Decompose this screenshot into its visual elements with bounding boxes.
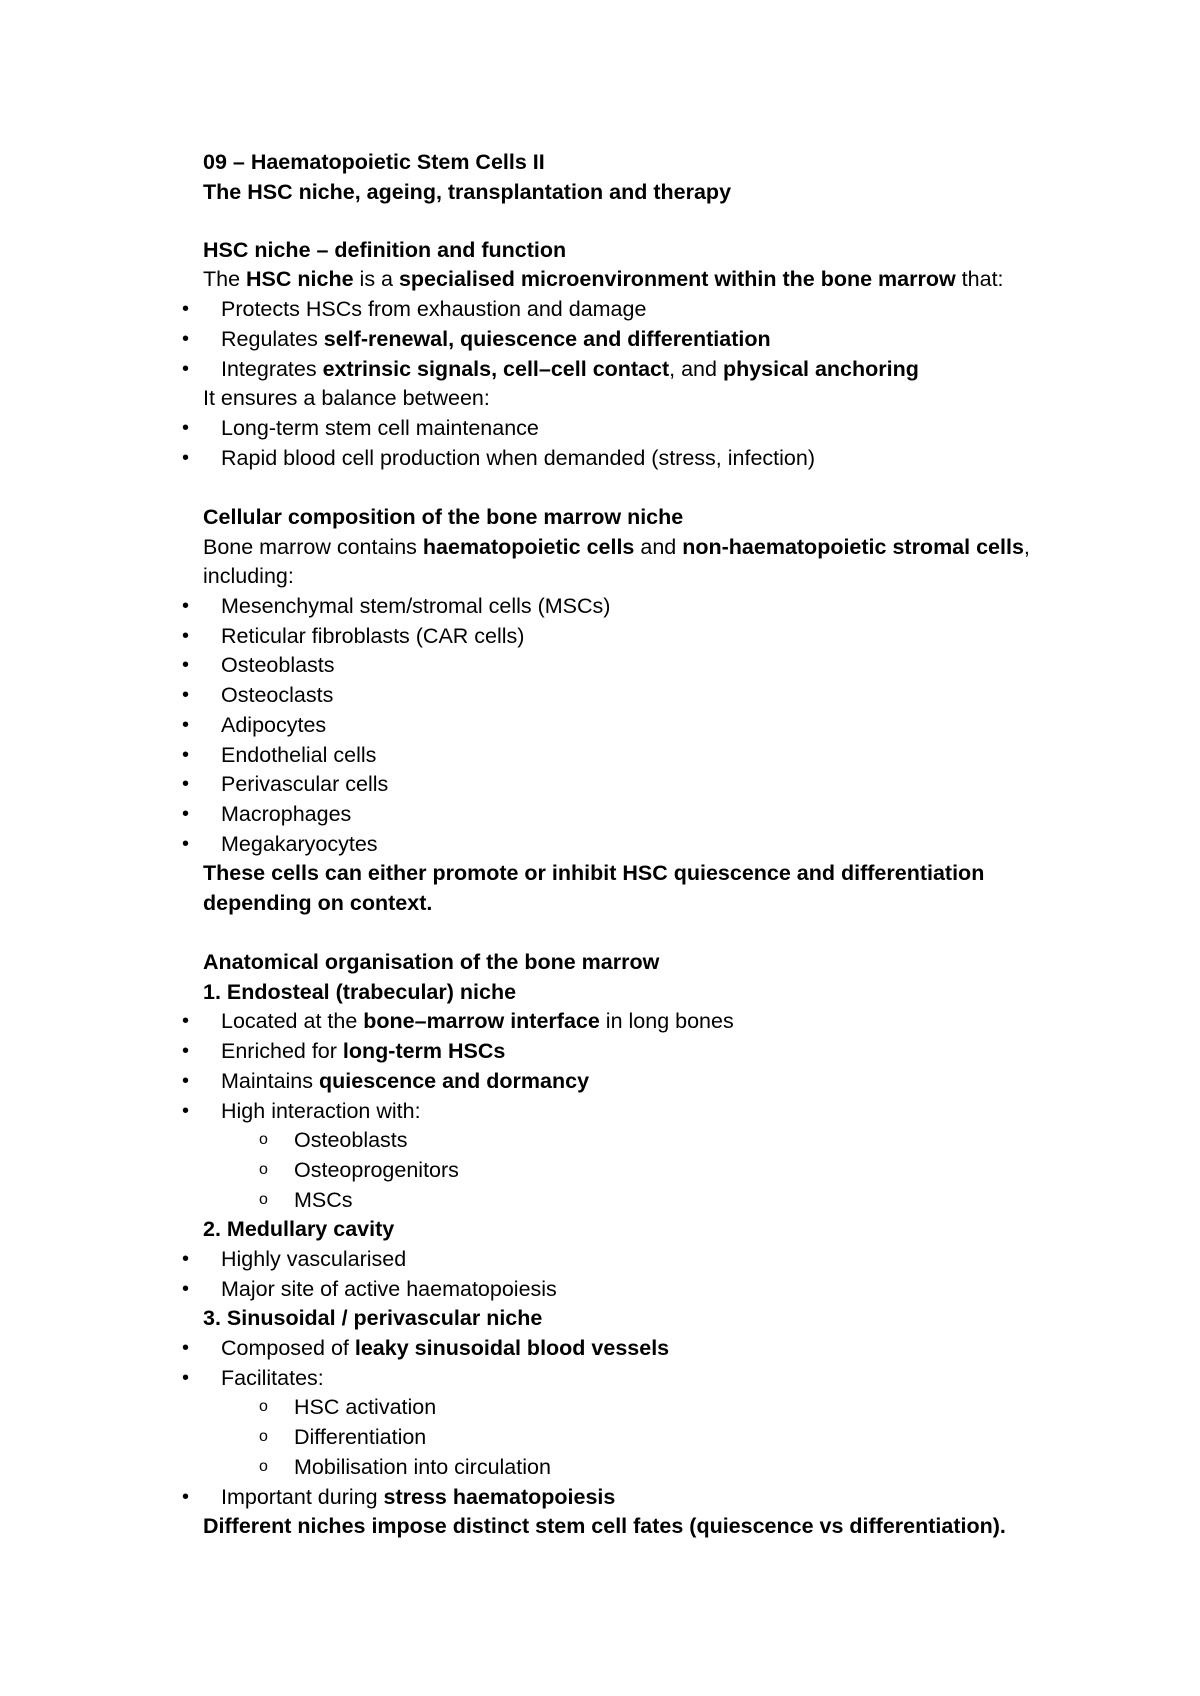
list-item: Composed of leaky sinusoidal blood vessels <box>221 1336 670 1360</box>
list-item: Rapid blood cell production when demanded (stress, infection) <box>221 446 815 470</box>
niche-intro: The HSC niche is a specialised microenvironment within the bone marrow that: <box>203 267 1004 291</box>
sub-list-item: Mobilisation into circulation <box>294 1455 551 1479</box>
bullet-icon: • <box>182 803 190 825</box>
list-item: Adipocytes <box>221 713 327 737</box>
list-item: Reticular fibroblasts (CAR cells) <box>221 624 525 648</box>
bullet-icon: • <box>182 358 190 380</box>
bullet-icon: • <box>182 1100 190 1122</box>
section-heading-niche: HSC niche – definition and function <box>203 238 567 262</box>
bullet-icon: • <box>182 1337 190 1359</box>
composition-intro-cont: including: <box>203 564 294 588</box>
list-item: Highly vascularised <box>221 1247 407 1271</box>
list-item: Osteoclasts <box>221 683 334 707</box>
sub-bullet-icon: o <box>259 1131 268 1148</box>
document-title: 09 – Haematopoietic Stem Cells II <box>203 150 545 174</box>
bullet-icon: • <box>182 714 190 736</box>
sub-bullet-icon: o <box>259 1161 268 1178</box>
bullet-icon: • <box>182 1248 190 1270</box>
document-subtitle: The HSC niche, ageing, transplantation and therapy <box>203 180 732 204</box>
bullet-icon: • <box>182 654 190 676</box>
sub-list-item: HSC activation <box>294 1395 437 1419</box>
subheading-endosteal: 1. Endosteal (trabecular) niche <box>203 980 517 1004</box>
section-heading-anatomy: Anatomical organisation of the bone marrow <box>203 950 660 974</box>
bullet-icon: • <box>182 328 190 350</box>
bullet-icon: • <box>182 773 190 795</box>
bullet-icon: • <box>182 1070 190 1092</box>
sub-bullet-icon: o <box>259 1398 268 1415</box>
list-item: Facilitates: <box>221 1366 324 1390</box>
bullet-icon: • <box>182 1367 190 1389</box>
list-item: Mesenchymal stem/stromal cells (MSCs) <box>221 594 611 618</box>
list-item: Maintains quiescence and dormancy <box>221 1069 590 1093</box>
list-item: Major site of active haematopoiesis <box>221 1277 557 1301</box>
list-item: Protects HSCs from exhaustion and damage <box>221 297 647 321</box>
bullet-icon: • <box>182 417 190 439</box>
list-item: Enriched for long-term HSCs <box>221 1039 506 1063</box>
sub-list-item: Differentiation <box>294 1425 427 1449</box>
bullet-icon: • <box>182 1278 190 1300</box>
list-item: Perivascular cells <box>221 772 389 796</box>
list-item: Integrates extrinsic signals, cell–cell contact, and physical anchoring <box>221 357 919 381</box>
bullet-icon: • <box>182 298 190 320</box>
balance-intro: It ensures a balance between: <box>203 386 490 410</box>
subheading-medullary: 2. Medullary cavity <box>203 1217 395 1241</box>
sub-bullet-icon: o <box>259 1458 268 1475</box>
closing-statement: Different niches impose distinct stem cell fates (quiescence vs differentiation). <box>203 1514 1006 1538</box>
list-item: High interaction with: <box>221 1099 421 1123</box>
subheading-sinusoidal: 3. Sinusoidal / perivascular niche <box>203 1306 543 1330</box>
list-item: Endothelial cells <box>221 743 377 767</box>
sub-list-item: Osteoprogenitors <box>294 1158 459 1182</box>
list-item: Osteoblasts <box>221 653 335 677</box>
bullet-icon: • <box>182 833 190 855</box>
bullet-icon: • <box>182 595 190 617</box>
list-item: Macrophages <box>221 802 352 826</box>
bullet-icon: • <box>182 684 190 706</box>
sub-bullet-icon: o <box>259 1428 268 1445</box>
bullet-icon: • <box>182 744 190 766</box>
sub-list-item: Osteoblasts <box>294 1128 408 1152</box>
sub-bullet-icon: o <box>259 1191 268 1208</box>
composition-note-cont: depending on context. <box>203 891 433 915</box>
bullet-icon: • <box>182 1010 190 1032</box>
list-item: Megakaryocytes <box>221 832 378 856</box>
list-item: Long-term stem cell maintenance <box>221 416 539 440</box>
bullet-icon: • <box>182 447 190 469</box>
bullet-icon: • <box>182 1040 190 1062</box>
sub-list-item: MSCs <box>294 1188 353 1212</box>
composition-note: These cells can either promote or inhibit HSC quiescence and differentiation <box>203 861 985 885</box>
list-item: Located at the bone–marrow interface in long bones <box>221 1009 734 1033</box>
list-item: Regulates self-renewal, quiescence and differentiation <box>221 327 771 351</box>
list-item: Important during stress haematopoiesis <box>221 1485 616 1509</box>
bullet-icon: • <box>182 1486 190 1508</box>
bullet-icon: • <box>182 625 190 647</box>
section-heading-composition: Cellular composition of the bone marrow niche <box>203 505 684 529</box>
composition-intro: Bone marrow contains haematopoietic cells and non-haematopoietic stromal cells, <box>203 535 1030 559</box>
